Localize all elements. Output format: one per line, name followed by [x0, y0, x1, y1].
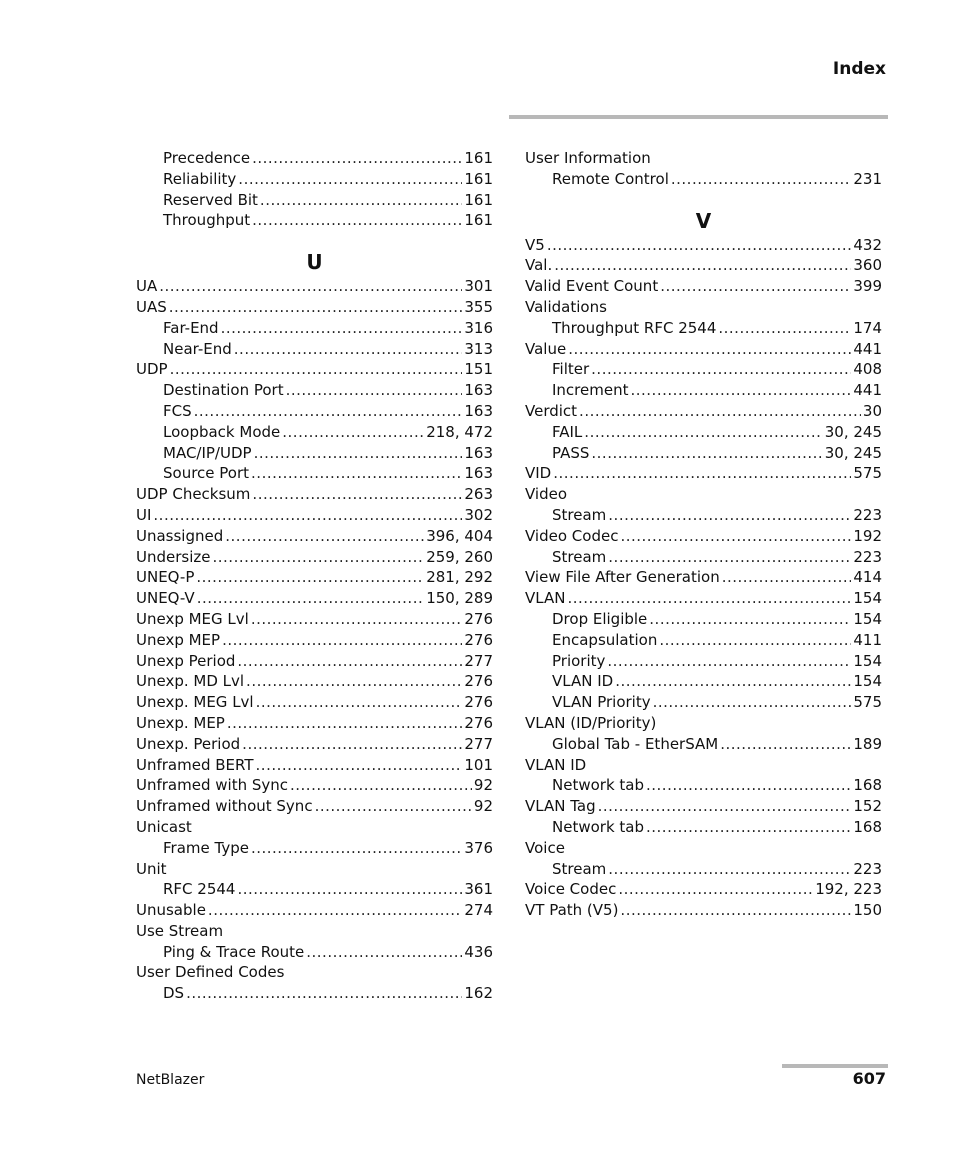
dot-leader [251, 838, 462, 859]
dot-leader [256, 755, 463, 776]
index-page-ref: 302 [464, 505, 493, 524]
footer-product-name: NetBlazer [136, 1072, 205, 1088]
index-page-ref: 154 [853, 609, 882, 628]
index-subentry [136, 983, 493, 1004]
index-term: VLAN ID [525, 755, 587, 774]
index-term: Encapsulation [552, 630, 658, 649]
index-term: UDP [136, 360, 168, 379]
dot-leader [237, 651, 462, 672]
dot-leader [671, 169, 851, 190]
index-letter-heading: V [695, 208, 712, 233]
index-page-ref: 162 [464, 984, 493, 1003]
index-term: Unusable [136, 901, 206, 920]
index-entry [136, 817, 493, 838]
dot-leader [660, 276, 851, 297]
index-page-ref: 436 [464, 942, 493, 961]
index-term: VLAN Tag [525, 797, 596, 816]
index-term: Use Stream [136, 921, 224, 940]
index-term: Unexp MEG Lvl [136, 609, 249, 628]
index-term: MAC/IP/UDP [163, 443, 252, 462]
dot-leader [306, 942, 462, 963]
index-entry [525, 526, 882, 547]
header-rule [509, 115, 888, 119]
index-term: User Defined Codes [136, 963, 285, 982]
index-page-ref: 396, 404 [426, 526, 493, 545]
index-term: Increment [552, 381, 629, 400]
dot-leader [286, 380, 463, 401]
index-entry [136, 630, 493, 651]
index-subentry [136, 148, 493, 169]
dot-leader [169, 297, 463, 318]
index-page-ref: 223 [853, 505, 882, 524]
index-term: UA [136, 277, 158, 296]
index-term: Value [525, 339, 567, 358]
index-page-ref: 151 [464, 360, 493, 379]
index-page-ref: 360 [853, 256, 882, 275]
dot-leader [584, 422, 822, 443]
index-page-ref: 223 [853, 547, 882, 566]
index-term: Far-End [163, 318, 219, 337]
index-term: Video Codec [525, 526, 619, 545]
index-entry [525, 567, 882, 588]
index-subentry [525, 169, 882, 190]
index-entry [525, 276, 882, 297]
index-term: Network tab [552, 776, 644, 795]
dot-leader [251, 609, 463, 630]
index-page-ref: 411 [853, 630, 882, 649]
index-entry [136, 671, 493, 692]
dot-leader [608, 547, 851, 568]
dot-leader [591, 443, 822, 464]
index-column-left [136, 148, 493, 1004]
index-page-ref: 263 [464, 485, 493, 504]
index-term: Unframed with Sync [136, 776, 288, 795]
index-term: Reserved Bit [163, 190, 258, 209]
dot-leader [208, 900, 462, 921]
index-page-ref: 163 [464, 401, 493, 420]
index-entry [136, 859, 493, 880]
index-page-ref: 150 [853, 901, 882, 920]
index-page-ref: 30, 245 [824, 443, 882, 462]
dot-leader [256, 692, 463, 713]
dot-leader [615, 671, 851, 692]
index-entry [136, 734, 493, 755]
index-term: Unicast [136, 817, 192, 836]
dot-leader [608, 505, 851, 526]
index-term: Unexp MEP [136, 630, 221, 649]
index-term: Unframed without Sync [136, 797, 313, 816]
index-entry [136, 359, 493, 380]
index-entry [136, 276, 493, 297]
index-entry [136, 297, 493, 318]
index-subentry [525, 630, 882, 651]
index-entry [136, 755, 493, 776]
dot-leader [620, 526, 851, 547]
index-page-ref: 301 [464, 277, 493, 296]
index-term: Unexp. MEP [136, 713, 225, 732]
index-term: Stream [552, 505, 607, 524]
index-page-ref: 259, 260 [426, 547, 493, 566]
dot-leader [251, 463, 462, 484]
index-term: Near-End [163, 339, 232, 358]
index-page-ref: 161 [464, 211, 493, 230]
dot-leader [315, 796, 472, 817]
dot-leader [618, 879, 813, 900]
index-term: User Information [525, 149, 651, 167]
dot-leader [213, 547, 425, 568]
index-page-ref: 150, 289 [426, 589, 493, 608]
index-entry [136, 484, 493, 505]
index-entry [525, 879, 882, 900]
dot-leader [254, 443, 463, 464]
index-term: Stream [552, 859, 607, 878]
index-entry [525, 297, 882, 318]
index-term: Throughput RFC 2544 [552, 318, 717, 337]
index-page-ref: 276 [464, 713, 493, 732]
index-subentry [525, 817, 882, 838]
dot-leader [579, 401, 861, 422]
index-entry [136, 775, 493, 796]
dot-leader [194, 401, 463, 422]
index-subentry [136, 879, 493, 900]
index-entry [136, 588, 493, 609]
index-page-ref: 174 [853, 318, 882, 337]
index-page-ref: 361 [464, 880, 493, 899]
index-entry [136, 526, 493, 547]
dot-leader [649, 609, 851, 630]
index-entry [525, 900, 882, 921]
index-subentry [525, 422, 882, 443]
index-term: Voice Codec [525, 880, 617, 899]
index-page-ref: 92 [473, 776, 493, 795]
index-subentry [136, 380, 493, 401]
index-page-ref: 154 [853, 672, 882, 691]
dot-leader [718, 318, 851, 339]
index-subentry [525, 380, 882, 401]
index-subentry [525, 651, 882, 672]
index-page-ref: 218, 472 [426, 422, 493, 441]
index-page-ref: 274 [464, 901, 493, 920]
index-term: Val. [525, 256, 553, 275]
index-subentry [525, 505, 882, 526]
index-term: DS [163, 984, 185, 1003]
dot-leader [607, 651, 851, 672]
dot-leader [242, 734, 462, 755]
dot-leader [252, 148, 462, 169]
index-subentry [525, 775, 882, 796]
index-entry [525, 484, 882, 505]
dot-leader [227, 713, 463, 734]
index-subentry [525, 859, 882, 880]
index-page-ref: 163 [464, 443, 493, 462]
index-subentry [525, 734, 882, 755]
index-entry [525, 148, 882, 169]
index-subentry [525, 318, 882, 339]
index-page-ref: 408 [853, 360, 882, 379]
dot-leader [720, 734, 851, 755]
index-term: Unexp Period [136, 651, 236, 670]
index-entry [136, 651, 493, 672]
dot-leader [222, 630, 462, 651]
index-term: View File After Generation [525, 568, 720, 587]
dot-leader [186, 983, 462, 1004]
index-term: Valid Event Count [525, 277, 659, 296]
index-term: UDP Checksum [136, 485, 251, 504]
index-entry [136, 962, 493, 983]
index-entry [136, 796, 493, 817]
index-page-ref: 276 [464, 609, 493, 628]
index-entry [525, 588, 882, 609]
index-page-ref: 154 [853, 589, 882, 608]
running-header-title: Index [832, 59, 886, 79]
index-entry [136, 692, 493, 713]
index-page-ref: 231 [853, 169, 882, 188]
index-page-ref: 152 [853, 797, 882, 816]
dot-leader [252, 484, 462, 505]
index-term: Unframed BERT [136, 755, 254, 774]
index-term: VT Path (V5) [525, 901, 619, 920]
dot-leader [591, 359, 851, 380]
index-subentry [525, 359, 882, 380]
dot-leader [722, 567, 852, 588]
dot-leader [221, 318, 463, 339]
index-entry [525, 463, 882, 484]
dot-leader [234, 339, 463, 360]
index-term: FAIL [552, 422, 583, 441]
dot-leader [653, 692, 852, 713]
dot-leader [170, 359, 463, 380]
index-subentry [136, 190, 493, 211]
index-subentry [525, 443, 882, 464]
index-page-ref: 161 [464, 169, 493, 188]
index-term: Stream [552, 547, 607, 566]
dot-leader [646, 775, 851, 796]
dot-leader [567, 588, 851, 609]
index-subentry [525, 609, 882, 630]
index-page-ref: 30, 245 [824, 422, 882, 441]
index-page-ref: 161 [464, 149, 493, 167]
index-page-ref: 414 [853, 568, 882, 587]
dot-leader [246, 671, 462, 692]
index-term: VLAN ID [552, 672, 614, 691]
dot-leader [608, 859, 851, 880]
index-term: RFC 2544 [163, 880, 236, 899]
index-entry [525, 401, 882, 422]
index-entry [136, 505, 493, 526]
index-entry [525, 755, 882, 776]
index-entry [525, 796, 882, 817]
index-subentry [136, 838, 493, 859]
index-term: Ping & Trace Route [163, 942, 305, 961]
index-term: Unit [136, 859, 167, 878]
index-term: Destination Port [163, 381, 284, 400]
index-page-ref: 92 [473, 797, 493, 816]
index-page-ref: 355 [464, 297, 493, 316]
index-page-ref: 168 [853, 817, 882, 836]
index-term: UNEQ-V [136, 589, 195, 608]
index-page-ref: 276 [464, 672, 493, 691]
dot-leader [659, 630, 851, 651]
dot-leader [159, 276, 462, 297]
index-subentry [525, 671, 882, 692]
index-subentry [136, 401, 493, 422]
index-term: FCS [163, 401, 192, 420]
index-entry [136, 921, 493, 942]
index-page-ref: 277 [464, 651, 493, 670]
index-page-ref: 163 [464, 464, 493, 483]
index-page-ref: 168 [853, 776, 882, 795]
index-term: Source Port [163, 464, 250, 483]
index-page-ref: 399 [853, 277, 882, 296]
index-term: Verdict [525, 401, 578, 420]
index-page-ref: 277 [464, 734, 493, 753]
index-term: Validations [525, 297, 607, 316]
index-entry [525, 713, 882, 734]
index-term: Global Tab - EtherSAM [552, 734, 719, 753]
index-term: PASS [552, 443, 590, 462]
index-entry [525, 838, 882, 859]
index-entry [136, 567, 493, 588]
footer-rule [782, 1064, 888, 1068]
dot-leader [196, 567, 424, 588]
index-term: VLAN [525, 589, 566, 608]
index-term: Filter [552, 360, 590, 379]
index-term: Precedence [163, 149, 251, 167]
index-subentry [136, 210, 493, 231]
index-subentry [136, 339, 493, 360]
index-term: Loopback Mode [163, 422, 281, 441]
index-page-ref: 432 [853, 235, 882, 254]
dot-leader [237, 879, 462, 900]
index-page-ref: 189 [853, 734, 882, 753]
index-term: VLAN Priority [552, 693, 651, 712]
index-subentry [525, 692, 882, 713]
dot-leader [553, 463, 851, 484]
index-entry [525, 255, 882, 276]
index-page-ref: 441 [853, 339, 882, 358]
index-term: Video [525, 485, 568, 504]
dot-leader [260, 190, 462, 211]
index-term: Priority [552, 651, 606, 670]
dot-leader [554, 255, 851, 276]
index-page-ref: 313 [464, 339, 493, 358]
index-entry [136, 900, 493, 921]
index-page-ref: 154 [853, 651, 882, 670]
dot-leader [225, 526, 424, 547]
index-entry [136, 713, 493, 734]
index-entry [525, 339, 882, 360]
index-term: Drop Eligible [552, 609, 648, 628]
index-term: Frame Type [163, 838, 249, 857]
index-subentry [136, 942, 493, 963]
index-page-ref: 192 [853, 526, 882, 545]
index-page-ref: 441 [853, 381, 882, 400]
index-entry [525, 235, 882, 256]
index-subentry [136, 169, 493, 190]
index-term: Voice [525, 838, 565, 857]
index-term: Unexp. MD Lvl [136, 672, 245, 691]
index-term: Network tab [552, 817, 644, 836]
index-page-ref: 276 [464, 693, 493, 712]
index-page-ref: 163 [464, 381, 493, 400]
index-term: Undersize [136, 547, 211, 566]
dot-leader [620, 900, 851, 921]
index-page-ref: 376 [464, 838, 493, 857]
index-subentry [136, 318, 493, 339]
index-term: Remote Control [552, 169, 669, 188]
index-subentry [136, 463, 493, 484]
index-page-ref: 101 [464, 755, 493, 774]
index-subentry [136, 422, 493, 443]
dot-leader [282, 422, 424, 443]
index-term: V5 [525, 235, 545, 254]
dot-leader [630, 380, 851, 401]
dot-leader [153, 505, 462, 526]
index-entry [136, 547, 493, 568]
index-page-ref: 30 [862, 401, 882, 420]
index-term: Reliability [163, 169, 237, 188]
dot-leader [547, 235, 852, 256]
index-page-ref: 161 [464, 190, 493, 209]
index-letter-heading: U [306, 250, 323, 275]
index-term: VID [525, 464, 552, 483]
index-term: UAS [136, 297, 167, 316]
index-page-ref: 575 [853, 693, 882, 712]
index-term: UNEQ-P [136, 568, 195, 587]
index-page-ref: 276 [464, 630, 493, 649]
dot-leader [598, 796, 852, 817]
index-subentry [525, 547, 882, 568]
index-term: VLAN (ID/Priority) [525, 713, 657, 732]
footer-page-number: 607 [852, 1069, 886, 1088]
index-page-ref: 192, 223 [815, 880, 882, 899]
dot-leader [290, 775, 472, 796]
index-column-right [525, 148, 882, 921]
index-term: UI [136, 505, 152, 524]
dot-leader [238, 169, 462, 190]
index-page-ref: 281, 292 [426, 568, 493, 587]
dot-leader [197, 588, 425, 609]
index-term: Unexp. Period [136, 734, 241, 753]
index-subentry [136, 443, 493, 464]
index-term: Unassigned [136, 526, 224, 545]
dot-leader [252, 210, 462, 231]
index-term: Throughput [163, 211, 251, 230]
index-term: Unexp. MEG Lvl [136, 693, 254, 712]
dot-leader [646, 817, 851, 838]
index-page-ref: 223 [853, 859, 882, 878]
dot-leader [568, 339, 851, 360]
index-page-ref: 575 [853, 464, 882, 483]
index-entry [136, 609, 493, 630]
index-page-ref: 316 [464, 318, 493, 337]
